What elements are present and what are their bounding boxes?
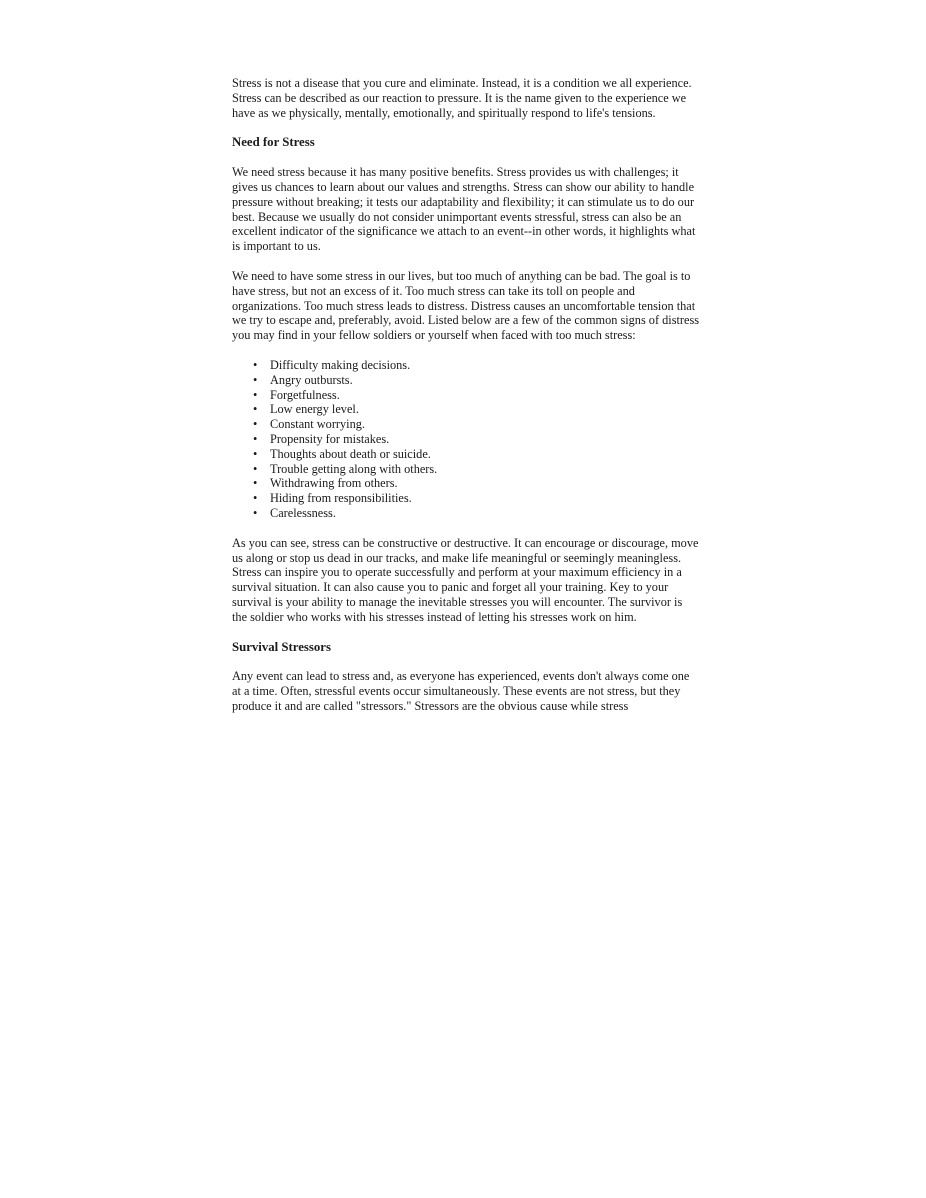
list-item (232, 447, 700, 462)
list-item (232, 476, 700, 491)
need-for-stress-paragraph-2: We need to have some stress in our lives, but too much of anything can be bad. The goal is to have stress, but not an excess of it. Too much stress can take its toll on people and organizations. Too much stress leads to distress. Distress causes an uncomfortable tension that we try to escape and, preferably, avoid. Listed below are a few of the common signs of distress you may find in your fellow soldiers or yourself when faced with too much stress: (232, 268, 700, 343)
bullet-icon: • (253, 387, 258, 402)
list-item-text: Difficulty making decisions. (270, 357, 411, 372)
bullet-icon: • (253, 357, 258, 372)
bullet-icon: • (253, 372, 258, 387)
intro-paragraph: Stress is not a disease that you cure and eliminate. Instead, it is a condition we all experience. Stress can be described as our reaction to pressure. It is the name given to the experience we have as we physically, mentally, emotionally, and spiritually respond to life's tensions. (232, 76, 692, 120)
bullet-icon: • (253, 505, 258, 520)
bullet-icon: • (253, 461, 258, 476)
heading-survival-stressors: Survival Stressors (232, 639, 331, 654)
list-item-text: Hiding from responsibilities. (270, 491, 412, 506)
list-item-text: Low energy level. (270, 402, 359, 417)
list-item-text: Angry outbursts. (270, 372, 353, 387)
list-item-text: Constant worrying. (270, 417, 365, 432)
list-item-text: Trouble getting along with others. (270, 461, 438, 476)
list-item (232, 373, 700, 388)
survival-stressors-paragraph-1: Any event can lead to stress and, as everyone has experienced, events don't always come one at a time. Often, stressful events occur simultaneously. These events are not stress, but they produce it and are called "stressors." Stressors are the obvious cause while stress (232, 669, 690, 713)
list-item (232, 388, 700, 403)
need-for-stress-paragraph-1: We need stress because it has many positive benefits. Stress provides us with challenges; it gives us chances to learn about our values and strengths. Stress can show our ability to handle pressure without breaking; it tests our adaptability and flexibility; it can stimulate us to do our best. Because we usually do not consider unimportant events stressful, stress can also be an excellent indicator of the significance we attach to an event--in other words, it highlights what is important to us. (232, 165, 696, 254)
list-item (232, 432, 700, 447)
bullet-icon: • (253, 417, 258, 432)
bullet-icon: • (253, 476, 258, 491)
bullet-icon: • (253, 431, 258, 446)
list-item-text: Withdrawing from others. (270, 476, 398, 491)
distress-signs-list (232, 358, 700, 521)
heading-need-for-stress: Need for Stress (232, 135, 315, 150)
list-item-text: Forgetfulness. (270, 387, 340, 402)
document-page (232, 76, 700, 729)
need-for-stress-paragraph-3: As you can see, stress can be constructive or destructive. It can encourage or discourage, move us along or stop us dead in our tracks, and make life meaningful or seemingly meaningless. Stress can inspire you to operate successfully and perform at your maximum efficiency in a survival situation. It can also cause you to panic and forget all your training. Key to your survival is your ability to manage the inevitable stresses you will encounter. The survivor is the soldier who works with his stresses instead of letting his stresses work on him. (232, 535, 699, 624)
list-item (232, 506, 700, 521)
bullet-icon: • (253, 491, 258, 506)
list-item-text: Propensity for mistakes. (270, 431, 390, 446)
list-item (232, 402, 700, 417)
list-item (232, 462, 700, 477)
list-item-text: Thoughts about death or suicide. (270, 446, 431, 461)
list-item (232, 417, 700, 432)
list-item-text: Carelessness. (270, 505, 336, 520)
bullet-icon: • (253, 402, 258, 417)
bullet-icon: • (253, 446, 258, 461)
list-item (232, 358, 700, 373)
list-item (232, 491, 700, 506)
